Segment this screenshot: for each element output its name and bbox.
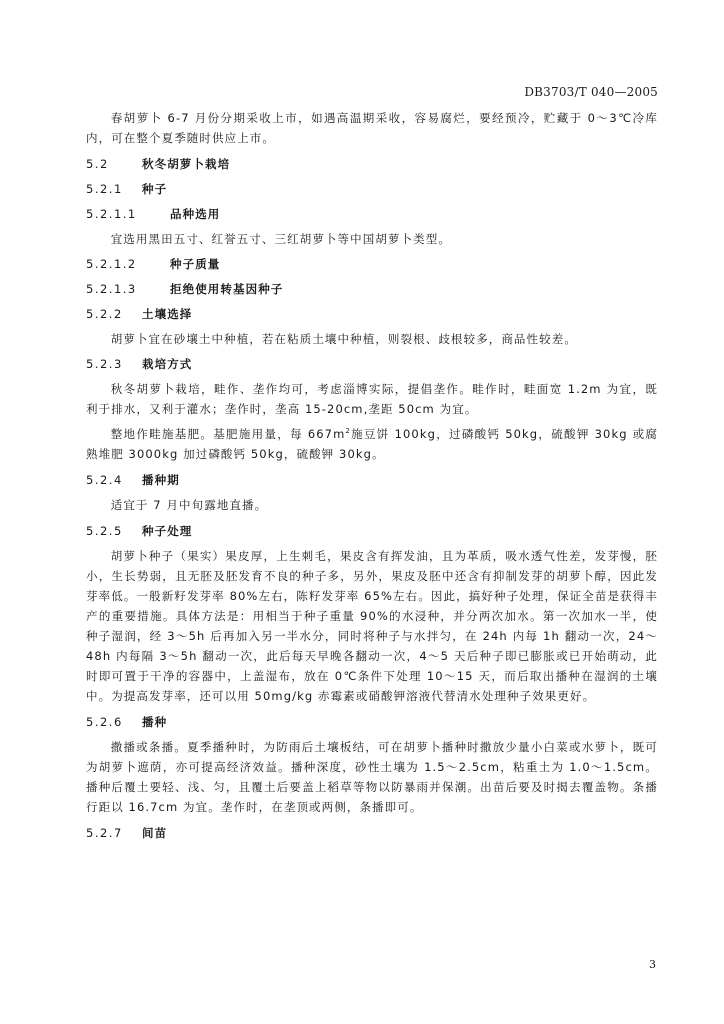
section-title: 种子处理 (142, 524, 193, 538)
paragraph-seed-treatment: 胡萝卜种子（果实）果皮厚，上生刺毛，果皮含有挥发油，且为革质，吸水透气性差，发芽慢，胚小，生长势弱，且无胚及胚发育不良的种子多，另外，果皮及胚中还含有抑制发芽的胡萝卜醇，因此发芽率低。一般新籽发芽率 80%左右，陈籽发芽率 65%左右。因此，搞好种子处理，保证全苗是获得丰产的重要措施。具体方法是：用相当于种子重量 90%的水浸种，并分两次加水。第一次加水一半，使种子湿润，经 3～5h 后再加入另一半水分，同时将种子与水拌匀，在 24h 内每 1h 翻动一次，24～48h 内每隔 3～5h 翻动一次，此后每天早晚各翻动一次，4～5 天后种子即已膨胀或已开始萌动，此时即可置于干净的容器中，上盖湿布，放在 0℃条件下处理 10～15 天，而后取出播种在湿润的土壤中。为提高发芽率，还可以用 50mg/kg 赤霉素或硝酸钾溶液代替清水处理种子效果更好。 (86, 549, 658, 703)
fertilizer-text-b: 施豆饼 100kg，过磷酸钙 50kg，硫酸钾 30kg 或腐熟堆肥 3000kg 加过磷酸钙 50kg，硫酸钾 30kg。 (86, 427, 658, 461)
section-title: 播种期 (142, 473, 180, 487)
section-title: 播种 (142, 715, 168, 729)
section-number: 5.2.2 (86, 307, 123, 321)
section-number: 5.2.1 (86, 182, 123, 196)
section-number: 5.2.1.3 (86, 282, 137, 296)
section-title: 土壤选择 (142, 307, 193, 321)
heading-5-2-7 (86, 823, 658, 843)
section-title: 间苗 (142, 826, 168, 840)
heading-5-2-4 (86, 470, 658, 490)
paragraph-sowing: 撒播或条播。夏季播种时，为防雨后土壤板结，可在胡萝卜播种时撒放少量小白菜或水萝卜，既可为胡萝卜遮荫，亦可提高经济效益。播种深度，砂性土壤为 1.5～2.5cm，粘重土为 1.0～1.5cm。播种后覆土要轻、浅、匀，且覆土后要盖上稻草等物以防暴雨并保潮。出苗后要及时揭去覆盖物。条播行距以 16.7cm 为宜。垄作时，在垄顶或两侧，条播即可。 (86, 740, 658, 814)
section-number: 5.2.4 (86, 473, 123, 487)
document-body (86, 108, 658, 843)
document-code: DB3703/T 040—2005 (524, 85, 658, 99)
paragraph-soil: 胡萝卜宜在砂壤土中种植，若在粘质土壤中种植，则裂根、歧根较多，商品性较差。 (110, 332, 577, 346)
section-number: 5.2.6 (86, 715, 123, 729)
heading-5-2-2 (86, 304, 658, 324)
heading-5-2-1-1 (86, 204, 658, 224)
section-number: 5.2 (86, 157, 109, 171)
paragraph-sowing-time: 适宜于 7 月中旬露地直播。 (110, 498, 268, 512)
heading-5-2 (86, 154, 658, 174)
heading-5-2-1 (86, 179, 658, 199)
heading-5-2-1-3 (86, 279, 658, 299)
section-number: 5.2.5 (86, 524, 123, 538)
paragraph-method: 秋冬胡萝卜栽培，畦作、垄作均可，考虑淄博实际，提倡垄作。畦作时，畦面宽 1.2m 为宜，既利于排水，又利于灌水；垄作时，垄高 15-20cm,垄距 50cm 为宜。 (86, 382, 658, 416)
heading-5-2-5 (86, 521, 658, 541)
heading-5-2-6 (86, 712, 658, 732)
paragraph-storage: 春胡萝卜 6-7 月份分期采收上市，如遇高温期采收，容易腐烂，要经预冷，贮藏于 0～3℃冷库内，可在整个夏季随时供应上市。 (86, 111, 658, 145)
section-title: 秋冬胡萝卜栽培 (142, 157, 231, 171)
section-number: 5.2.3 (86, 357, 123, 371)
section-title: 种子质量 (170, 257, 221, 271)
paragraph-variety: 宜选用黑田五寸、红誉五寸、三红胡萝卜等中国胡萝卜类型。 (110, 232, 451, 246)
section-number: 5.2.1.1 (86, 207, 137, 221)
section-title: 品种选用 (170, 207, 221, 221)
page-number: 3 (649, 958, 656, 971)
section-number: 5.2.1.2 (86, 257, 137, 271)
section-title: 栽培方式 (142, 357, 193, 371)
section-title: 拒绝使用转基因种子 (170, 282, 284, 296)
fertilizer-text-a: 整地作畦施基肥。基肥施用量，每 667m (110, 427, 346, 441)
superscript-2: 2 (345, 427, 351, 436)
heading-5-2-1-2 (86, 254, 658, 274)
section-title: 种子 (142, 182, 168, 196)
heading-5-2-3 (86, 354, 658, 374)
section-number: 5.2.7 (86, 826, 123, 840)
paragraph-fertilizer (86, 424, 658, 464)
